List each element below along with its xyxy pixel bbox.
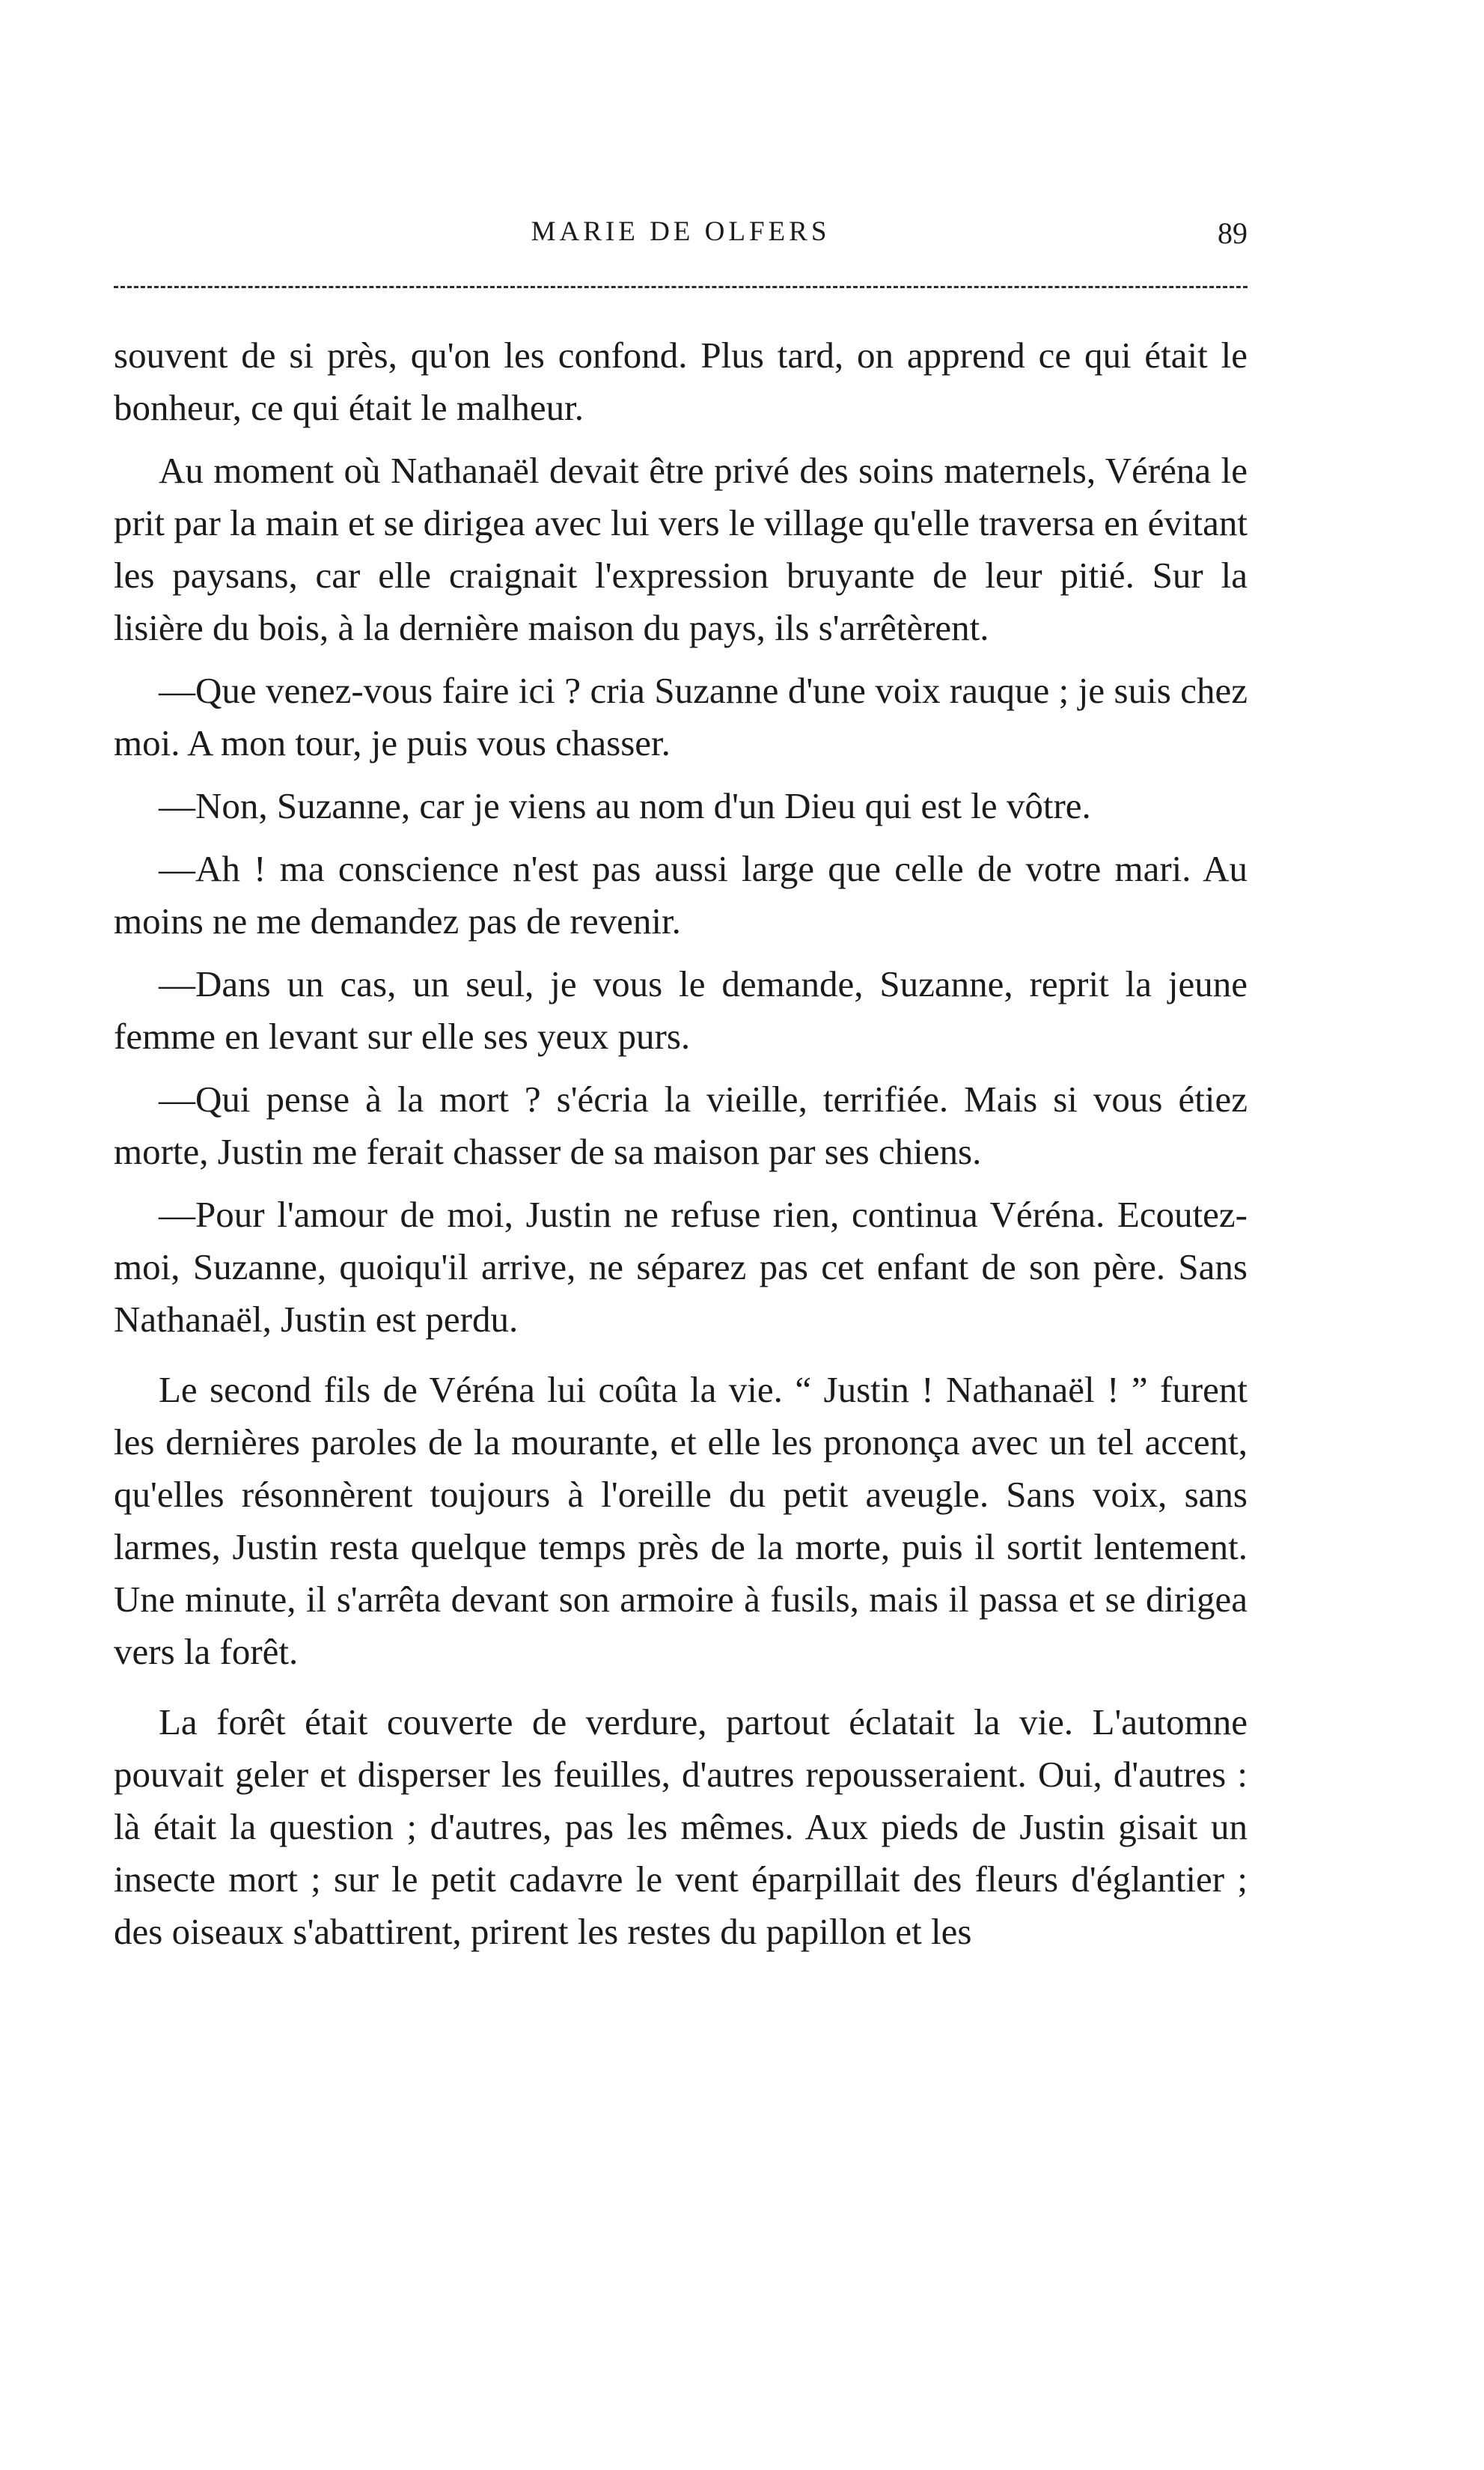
paragraph: —Dans un cas, un seul, je vous le demande, Suzanne, reprit la jeune femme en levant sur elle ses yeux purs. — [114, 963, 1248, 1057]
paragraph: —Qui pense à la mort ? s'écria la vieille, terrifiée. Mais si vous étiez morte, Justin me ferait chasser de sa maison par ses chiens. — [114, 1079, 1248, 1172]
paragraph: souvent de si près, qu'on les confond. Plus tard, on apprend ce qui était le bonheur, ce qui était le malheur. — [114, 335, 1248, 428]
running-title: MARIE DE OLFERS — [531, 216, 831, 247]
body-text — [114, 329, 1248, 1969]
paragraph: —Que venez-vous faire ici ? cria Suzanne d'une voix rauque ; je suis chez moi. A mon tour, je puis vous chasser. — [114, 670, 1248, 763]
paragraph: —Pour l'amour de moi, Justin ne refuse rien, continua Véréna. Ecoutez-moi, Suzanne, quoiqu'il arrive, ne séparez pas cet enfant de son père. Sans Nathanaël, Justin est perdu. — [114, 1194, 1248, 1340]
running-header — [114, 211, 1248, 256]
header-rule — [114, 286, 1248, 288]
paragraph: La forêt était couverte de verdure, partout éclatait la vie. L'automne pouvait geler et disperser les feuilles, d'autres repousseraient. Oui, d'autres : là était la question ; d'autres, pas les mêmes. Aux pieds de Justin gisait un insecte mort ; sur le petit cadavre le vent éparpillait des fleurs d'églantier ; des oiseaux s'abattirent, prirent les restes du papillon et les — [114, 1701, 1248, 1952]
paragraph: Le second fils de Véréna lui coûta la vie. “ Justin ! Nathanaël ! ” furent les dernières paroles de la mourante, et elle les prononça avec un tel accent, qu'elles résonnèrent toujours à l'oreille du petit aveugle. Sans voix, sans larmes, Justin resta quelque temps près de la morte, puis il sortit lentement. Une minute, il s'arrêta devant son armoire à fusils, mais il passa et se dirigea vers la forêt. — [114, 1369, 1248, 1672]
paragraph: Au moment où Nathanaël devait être privé des soins maternels, Véréna le prit par la main et se dirigea avec lui vers le village qu'elle traversa en évitant les paysans, car elle craignait l'expression bruyante de leur pitié. Sur la lisière du bois, à la dernière maison du pays, ils s'arrêtèrent. — [114, 450, 1248, 648]
paragraph: —Ah ! ma conscience n'est pas aussi large que celle de votre mari. Au moins ne me demandez pas de revenir. — [114, 848, 1248, 942]
paragraph: —Non, Suzanne, car je viens au nom d'un Dieu qui est le vôtre. — [159, 785, 1091, 826]
page-number: 89 — [1218, 216, 1248, 250]
